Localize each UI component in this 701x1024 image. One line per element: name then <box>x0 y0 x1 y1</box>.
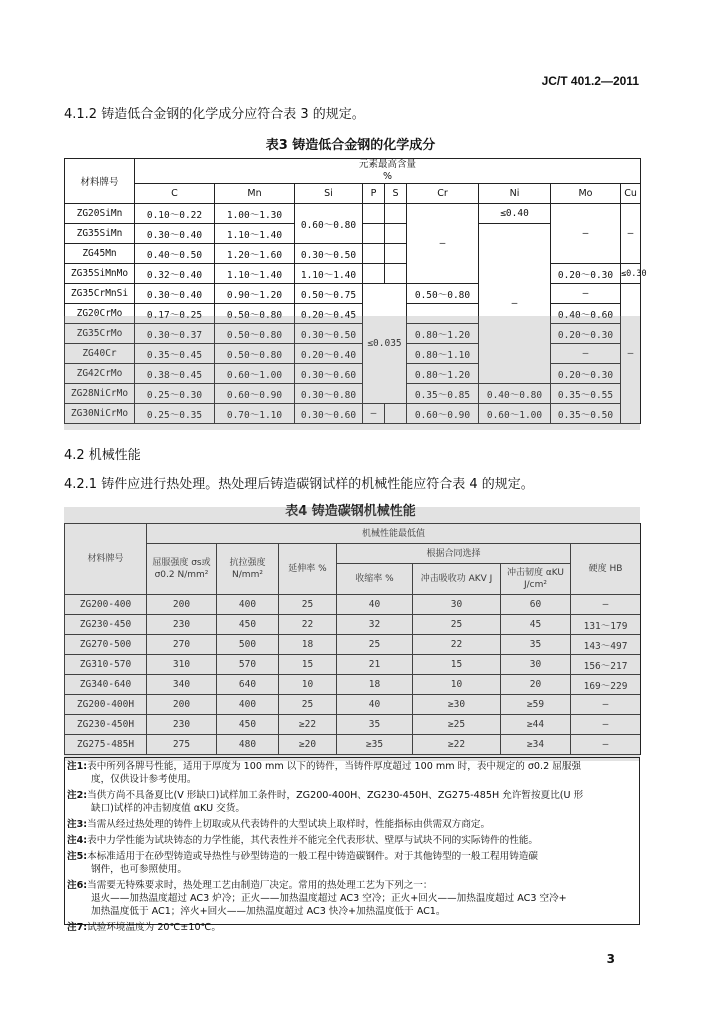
table3-grade: ZG35SiMnMo <box>65 264 135 284</box>
table3-cell: 0.38～0.45 <box>135 364 215 384</box>
table3-cell: 0.60～1.00 <box>479 404 551 424</box>
table4-cell: 640 <box>217 675 279 695</box>
table4-cell: 450 <box>217 715 279 735</box>
element-col-ni: Ni <box>479 184 551 204</box>
table4-grade: ZG340-640 <box>65 675 147 695</box>
table4-cell: 480 <box>217 735 279 755</box>
table3-cell <box>363 204 385 224</box>
table3-cell: 0.30～0.80 <box>295 384 363 404</box>
table4-grade: ZG230-450 <box>65 615 147 635</box>
table4-cell: 275 <box>147 735 217 755</box>
table3-cell: 0.25～0.35 <box>135 404 215 424</box>
table4-cell: 15 <box>413 655 501 675</box>
table3-title: 表3 铸造低合金钢的化学成分 <box>265 138 436 153</box>
element-col-mn: Mn <box>215 184 295 204</box>
table4-cell: 18 <box>337 675 413 695</box>
table3-cell: — <box>479 224 551 384</box>
table3-cell: 0.20～0.30 <box>551 364 621 384</box>
table3-cell <box>385 244 407 264</box>
note-5 <box>67 850 635 876</box>
table4-cell: — <box>571 715 641 735</box>
t4-col-impact-aku: 冲击韧度 αKU J/cm² <box>501 564 571 595</box>
table3-cell: 0.40～0.80 <box>479 384 551 404</box>
table3-cell: 0.17～0.25 <box>135 304 215 324</box>
element-header-line2: % <box>383 171 393 182</box>
element-col-mo: Mo <box>551 184 621 204</box>
table4-cell: 200 <box>147 695 217 715</box>
table3-cell: ≤0.40 <box>479 204 551 224</box>
table4-cell: ≥30 <box>413 695 501 715</box>
table3-cell: — <box>621 284 641 424</box>
chemical-composition-table <box>64 158 647 424</box>
table4-cell: — <box>571 595 641 615</box>
table4-cell: 450 <box>217 615 279 635</box>
table4-cell: 156～217 <box>571 655 641 675</box>
table4-cell: 22 <box>279 615 337 635</box>
table3-cell <box>363 264 385 284</box>
col-material: 材料牌号 <box>65 159 135 204</box>
table3-cell <box>385 204 407 224</box>
table4-cell: — <box>571 695 641 715</box>
note-label: 注3: <box>67 819 88 830</box>
element-col-c: C <box>135 184 215 204</box>
table3-cell: ≤0.035 <box>363 284 407 404</box>
table4-cell: 45 <box>501 615 571 635</box>
table3-cell: 0.50～0.80 <box>407 284 479 304</box>
table3-grade: ZG30NiCrMo <box>65 404 135 424</box>
table3-cell: 0.90～1.20 <box>215 284 295 304</box>
note-line: 本标准适用于在砂型铸造或导热性与砂型铸造的一般工程中铸造碳钢件。对于其他铸型的一般工程用铸造碳 <box>87 851 539 862</box>
table3-cell: 0.30～0.50 <box>295 324 363 344</box>
table4-row <box>65 655 641 675</box>
table4-title: 表4 铸造碳钢机械性能 <box>285 504 416 519</box>
element-header-line1: 元素最高含量 <box>359 159 417 170</box>
table4-cell: 20 <box>501 675 571 695</box>
table3-cell: 0.30～0.40 <box>135 284 215 304</box>
table3-cell: 0.30～0.60 <box>295 404 363 424</box>
table3-cell: — <box>363 404 385 424</box>
table3-row <box>65 344 641 364</box>
paragraph-4-1-2: 4.1.2 铸造低合金钢的化学成分应符合表 3 的规定。 <box>64 107 365 122</box>
table3-cell: 1.00～1.30 <box>215 204 295 224</box>
table4-cell: ≥35 <box>337 735 413 755</box>
table4-row <box>65 675 641 695</box>
table3-row <box>65 284 641 304</box>
table3-cell: — <box>407 204 479 284</box>
t4-group-header: 机械性能最低值 <box>147 524 641 544</box>
paragraph-4-2-1: 4.2.1 铸件应进行热处理。热处理后铸造碳钢试样的机械性能应符合表 4 的规定。 <box>64 477 534 492</box>
table3-cell: 0.50～0.80 <box>215 344 295 364</box>
table4-cell: 40 <box>337 695 413 715</box>
table3-row <box>65 264 641 284</box>
table4-grade: ZG200-400 <box>65 595 147 615</box>
table4-cell: 18 <box>279 635 337 655</box>
table4-cell: 22 <box>413 635 501 655</box>
table4-cell: 25 <box>337 635 413 655</box>
table4-cell: ≥44 <box>501 715 571 735</box>
table4-cell: 32 <box>337 615 413 635</box>
section-4-2-heading: 4.2 机械性能 <box>64 448 141 463</box>
t4-sub-group-header: 根据合同选择 <box>337 544 571 564</box>
table3-grade: ZG28NiCrMo <box>65 384 135 404</box>
table3-cell: 1.10～1.40 <box>215 264 295 284</box>
note-line: 表中力学性能为试块铸态的力学性能，其代表性并不能完全代表形状、壁厚与试块不同的实际铸件的性能。 <box>87 835 539 846</box>
table4-cell: ≥20 <box>279 735 337 755</box>
note-label: 注5: <box>67 851 88 862</box>
standard-code: JC/T 401.2—2011 <box>541 74 639 88</box>
element-col-cr: Cr <box>407 184 479 204</box>
table3-cell <box>407 304 479 324</box>
table3-cell: 1.10～1.40 <box>295 264 363 284</box>
table3-cell: 0.80～1.20 <box>407 324 479 344</box>
element-col-si: Si <box>295 184 363 204</box>
table3-grade: ZG20SiMn <box>65 204 135 224</box>
note-label: 注4: <box>67 835 88 846</box>
table3-cell: — <box>551 344 621 364</box>
note-line: 缺口)试样的冲击韧度值 αKU 交货。 <box>91 803 245 814</box>
table4-grade: ZG310-570 <box>65 655 147 675</box>
table4-grade: ZG200-400H <box>65 695 147 715</box>
table4-row <box>65 715 641 735</box>
table3-grade: ZG20CrMo <box>65 304 135 324</box>
element-col-s: S <box>385 184 407 204</box>
element-header <box>135 159 641 184</box>
element-col-p: P <box>363 184 385 204</box>
table4-cell: 143～497 <box>571 635 641 655</box>
table3-cell: 0.30～0.40 <box>135 224 215 244</box>
note-label: 注2: <box>67 790 88 801</box>
table4-cell: 10 <box>413 675 501 695</box>
table3-cell: 0.50～0.80 <box>215 324 295 344</box>
table3-cell <box>385 264 407 284</box>
table3-grade: ZG35CrMo <box>65 324 135 344</box>
table3-cell: 0.50～0.75 <box>295 284 363 304</box>
table3-cell: 0.20～0.45 <box>295 304 363 324</box>
table3-cell: 0.80～1.20 <box>407 364 479 384</box>
table4-cell: ≥25 <box>413 715 501 735</box>
table4-cell: 200 <box>147 595 217 615</box>
table4-cell: 131～179 <box>571 615 641 635</box>
table4-cell: 21 <box>337 655 413 675</box>
note-line: 当供方尚不具备夏比(V 形缺口)试样加工条件时，ZG200-400H、ZG230-450H、ZG275-485H 允许暂按夏比(U 形 <box>87 790 584 801</box>
table4-cell: 10 <box>279 675 337 695</box>
table3-cell: 0.35～0.50 <box>551 404 621 424</box>
table4-grade: ZG275-485H <box>65 735 147 755</box>
table3-row <box>65 404 641 424</box>
note-line: 当需要无特殊要求时，热处理工艺由制造厂决定。常用的热处理工艺为下列之一： <box>87 880 433 891</box>
t4-col-material: 材料牌号 <box>65 524 147 595</box>
table4-grade: ZG270-500 <box>65 635 147 655</box>
table3-cell: 0.35～0.85 <box>407 384 479 404</box>
note-label: 注1: <box>67 761 88 772</box>
table4-row <box>65 615 641 635</box>
table3-grade: ZG35SiMn <box>65 224 135 244</box>
table3-cell <box>385 404 407 424</box>
table4-cell: 25 <box>413 615 501 635</box>
note-line: 加热温度低于 AC1；淬火+回火——加热温度超过 AC3 快冷+加热温度低于 AC1。 <box>91 906 446 917</box>
table3-cell <box>363 244 385 264</box>
t4-col-reduction: 收缩率 % <box>337 564 413 595</box>
table3-cell: 0.40～0.50 <box>135 244 215 264</box>
table4-cell: ≥59 <box>501 695 571 715</box>
note-3 <box>67 818 635 831</box>
table4-cell: 40 <box>337 595 413 615</box>
note-4 <box>67 834 635 847</box>
table3-cell: 0.30～0.50 <box>295 244 363 264</box>
note-2 <box>67 789 635 815</box>
note-label: 注6: <box>67 880 88 891</box>
note-1 <box>67 760 635 786</box>
note-line: 当需从经过热处理的铸件上切取或从代表铸件的大型试块上取样时，性能指标由供需双方商定。 <box>87 819 491 830</box>
table3-cell: 0.40～0.60 <box>551 304 621 324</box>
table3-cell <box>363 224 385 244</box>
note-line: 试验环境温度为 20℃±10℃。 <box>87 922 221 933</box>
table4-cell: 340 <box>147 675 217 695</box>
table3-row <box>65 384 641 404</box>
table3-cell: 0.60～0.90 <box>215 384 295 404</box>
table3-cell: 0.80～1.10 <box>407 344 479 364</box>
table3-cell: 0.50～0.80 <box>215 304 295 324</box>
table4-cell: 270 <box>147 635 217 655</box>
table3-cell: 0.25～0.30 <box>135 384 215 404</box>
table3-grade: ZG45Mn <box>65 244 135 264</box>
table3-row <box>65 204 641 224</box>
table4-cell: 230 <box>147 715 217 735</box>
table3-grade: ZG40Cr <box>65 344 135 364</box>
table3-cell: 0.32～0.40 <box>135 264 215 284</box>
notes-box <box>64 757 640 933</box>
table3-cell: 0.30～0.37 <box>135 324 215 344</box>
table3-cell <box>385 224 407 244</box>
t4-col-impact-akv: 冲击吸收功 AKV J <box>413 564 501 595</box>
table4-cell: ≥22 <box>413 735 501 755</box>
table4-cell: 230 <box>147 615 217 635</box>
note-line: 退火——加热温度超过 AC3 炉冷；正火——加热温度超过 AC3 空冷；正火+回火——加热温度超过 AC3 空冷+ <box>91 893 567 904</box>
table3-cell: 0.20～0.40 <box>295 344 363 364</box>
note-7 <box>67 921 635 934</box>
table4-cell: 400 <box>217 595 279 615</box>
table3-cell: 0.10～0.22 <box>135 204 215 224</box>
table3-cell: 0.60～0.90 <box>407 404 479 424</box>
table4-cell: 169～229 <box>571 675 641 695</box>
table4-cell: ≥22 <box>279 715 337 735</box>
table3-cell: 0.20～0.30 <box>551 264 621 284</box>
t4-col-tensile: 抗拉强度 N/mm² <box>217 544 279 595</box>
t4-col-hardness: 硬度 HB <box>571 544 641 595</box>
table4-cell: 15 <box>279 655 337 675</box>
table3-cell: — <box>551 204 621 264</box>
table3-cell: ≤0.30 <box>621 264 641 284</box>
table4-cell: 25 <box>279 695 337 715</box>
table3-cell: — <box>621 204 641 264</box>
table4-cell: 35 <box>501 635 571 655</box>
table3-cell: 1.10～1.40 <box>215 224 295 244</box>
note-line: 度，仅供设计参考使用。 <box>91 774 197 785</box>
table3-cell: 0.60～0.80 <box>295 204 363 244</box>
table4-grade: ZG230-450H <box>65 715 147 735</box>
table3-row <box>65 304 641 324</box>
table4-cell: 30 <box>501 655 571 675</box>
mechanical-properties-table <box>64 523 641 755</box>
note-label: 注7: <box>67 922 88 933</box>
table4-cell: 570 <box>217 655 279 675</box>
table4-row <box>65 695 641 715</box>
table3-grade: ZG35CrMnSi <box>65 284 135 304</box>
table4-row <box>65 595 641 615</box>
table3-cell: 0.35～0.45 <box>135 344 215 364</box>
table3-cell: — <box>551 284 621 304</box>
table4-cell: 30 <box>413 595 501 615</box>
t4-col-elongation: 延伸率 % <box>279 544 337 595</box>
table3-row <box>65 324 641 344</box>
note-6 <box>67 879 635 918</box>
table4-cell: 400 <box>217 695 279 715</box>
table4-cell: — <box>571 735 641 755</box>
page-number: 3 <box>606 952 615 966</box>
table3-grade: ZG42CrMo <box>65 364 135 384</box>
element-col-cu: Cu <box>621 184 641 204</box>
table4-cell: 60 <box>501 595 571 615</box>
note-line: 钢件，也可参照使用。 <box>91 864 187 875</box>
table3-cell: 0.60～1.00 <box>215 364 295 384</box>
table4-cell: 25 <box>279 595 337 615</box>
table3-row <box>65 364 641 384</box>
table4-cell: 310 <box>147 655 217 675</box>
table4-row <box>65 635 641 655</box>
table3-cell: 1.20～1.60 <box>215 244 295 264</box>
table4-cell: 35 <box>337 715 413 735</box>
table3-cell: 0.35～0.55 <box>551 384 621 404</box>
table3-cell: 0.30～0.60 <box>295 364 363 384</box>
table3-cell: 0.70～1.10 <box>215 404 295 424</box>
table4-cell: ≥34 <box>501 735 571 755</box>
note-line: 表中所列各牌号性能，适用于厚度为 100 mm 以下的铸件，当铸件厚度超过 100 mm 时，表中规定的 σ0.2 屈服强 <box>87 761 582 772</box>
table4-row <box>65 735 641 755</box>
table3-cell: 0.20～0.30 <box>551 324 621 344</box>
t4-col-yield: 屈服强度 σs或σ0.2 N/mm² <box>147 544 217 595</box>
table4-cell: 500 <box>217 635 279 655</box>
